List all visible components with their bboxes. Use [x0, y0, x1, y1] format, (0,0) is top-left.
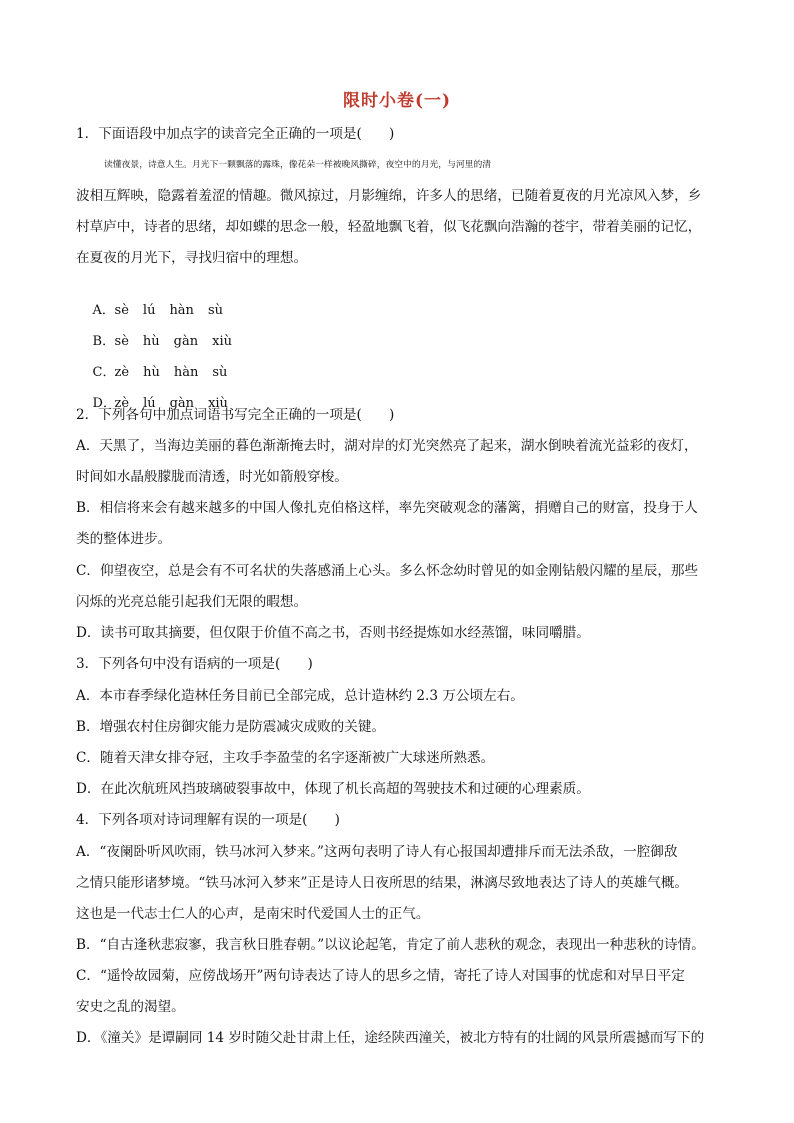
pinyin: sù: [212, 365, 228, 380]
pinyin: xiù: [212, 334, 232, 349]
q1-stem: 1．下面语段中加点字的读音完全正确的一项是( ): [76, 126, 395, 142]
pinyin: lú: [142, 303, 156, 318]
pinyin: zè: [114, 396, 130, 411]
q3-line: C．随着天津女排夺冠，主攻手李盈莹的名字逐渐被广大球迷所熟悉。: [76, 750, 495, 766]
pinyin: hàn: [173, 365, 199, 380]
pinyin: gàn: [169, 396, 195, 411]
option-label: C．: [92, 365, 116, 380]
q4-line: D．《潼关》是谭嗣同 14 岁时随父赴甘肃上任，途经陕西潼关，被北方特有的壮阔的风景所震撼而写下的: [76, 1030, 705, 1046]
pinyin: zè: [114, 365, 130, 380]
q1-passage-line: 读懂夜景，诗意人生。月光下一颗飘落的露珠，像花朵一样被晚风撕碎，夜空中的月光，与河里的清: [104, 160, 492, 170]
q4-stem: 4．下列各项对诗词理解有误的一项是( ): [76, 812, 340, 828]
q4-line: 之情只能形诸梦境。“铁马冰河入梦来”正是诗人日夜所思的结果，淋漓尽致地表达了诗人的英雄气概。: [76, 875, 689, 891]
q3-line: B．增强农村住房御灾能力是防震减灾成败的关键。: [76, 719, 386, 735]
q2-line: A．天黑了，当海边美丽的暮色渐渐掩去时，湖对岸的灯光突然亮了起来，湖水倒映着流光益彩的夜灯，: [76, 438, 698, 454]
option-label: B．: [92, 334, 116, 349]
q2-line: 闪烁的光亮总能引起我们无限的暇想。: [76, 594, 308, 610]
q2-line: 时间如水晶般朦胧而清透，时光如箭般穿梭。: [76, 469, 348, 485]
q2-line: B．相信将来会有越来越多的中国人像扎克伯格这样，率先突破观念的藩篱，捐赠自己的财富，投身于人: [76, 500, 698, 516]
pinyin: hàn: [169, 303, 194, 318]
q1-option-d: [76, 374, 242, 434]
pinyin: xiù: [208, 396, 228, 411]
pinyin: sè: [114, 334, 129, 349]
option-label: D．: [92, 396, 116, 411]
page-title: 限时小卷(一): [342, 91, 452, 111]
pinyin: lú: [143, 396, 156, 411]
option-label: A．: [92, 303, 115, 318]
q4-line: 安史之乱的渴望。: [76, 999, 185, 1015]
q4-line: A．“夜阑卧听风吹雨，铁马冰河入梦来。”这两句表明了诗人有心报国却遭排斥而无法杀敌，一腔御敌: [76, 844, 678, 860]
pinyin: sù: [207, 303, 223, 318]
q3-stem: 3．下列各句中没有语病的一项是( ): [76, 656, 313, 672]
q2-line: 类的整体进步。: [76, 531, 172, 547]
q4-line: B．“自古逢秋悲寂寥，我言秋日胜春朝。”以议论起笔，肯定了前人悲秋的观念，表现出一种悲秋的诗情。: [76, 937, 705, 953]
q4-line: C．“遥怜故园菊，应傍战场开”两句诗表达了诗人的思乡之情，寄托了诗人对国事的忧虑和对早日平定: [76, 968, 685, 984]
q2-line: D．读书可取其摘要，但仅限于价值不高之书，否则书经提炼如水经蒸馏，味同嚼腊。: [76, 625, 590, 641]
q1-passage-line: 波相互辉映，隐露着羞涩的情趣。微风掠过，月影缠绵，许多人的思绪，已随着夏夜的月光凉风入梦，乡: [76, 188, 702, 204]
q2-stem: 2．下列各句中加点词语书写完全正确的一项是( ): [76, 407, 395, 423]
q1-passage-line: 在夏夜的月光下，寻找归宿中的理想。: [76, 250, 308, 266]
q4-line: 这也是一代志士仁人的心声，是南宋时代爱国人士的正气。: [76, 906, 430, 922]
q2-line: C．仰望夜空，总是会有不可名状的失落感涌上心头。多么怀念幼时曾见的如金刚钻般闪耀的星辰，那些: [76, 563, 699, 579]
pinyin: gàn: [173, 334, 199, 349]
pinyin: hù: [142, 334, 160, 349]
q3-line: A．本市春季绿化造林任务目前已全部完成，总计造林约 2.3 万公顷左右。: [76, 688, 524, 704]
pinyin: hù: [143, 365, 160, 380]
q1-passage-line: 村草庐中，诗者的思绪，却如蝶的思念一般，轻盈地飘飞着，似飞花飘向浩瀚的苍宇，带着美丽的记忆，: [76, 219, 702, 235]
q3-line: D．在此次航班风挡玻璃破裂事故中，体现了机长高超的驾驶技术和过硬的心理素质。: [76, 781, 590, 797]
pinyin: sè: [114, 303, 129, 318]
